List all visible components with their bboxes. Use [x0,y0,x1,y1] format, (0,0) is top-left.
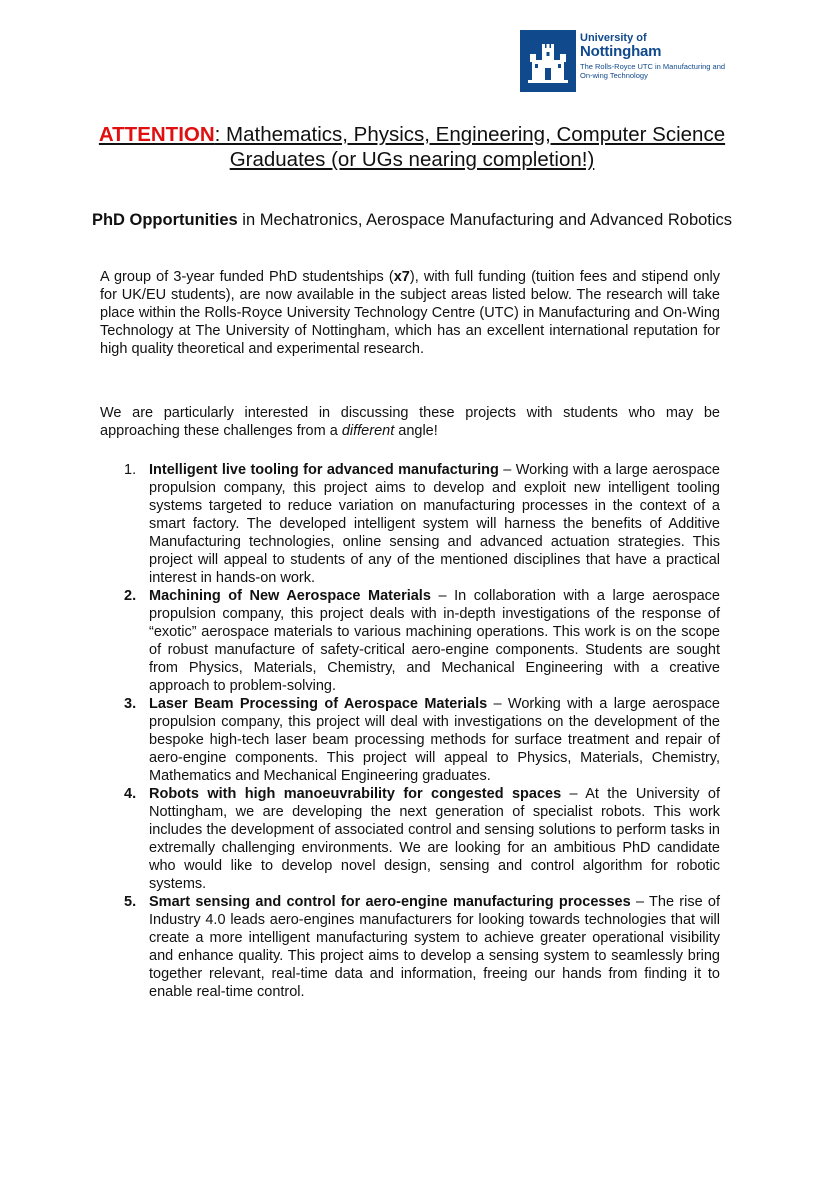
project-number: 2. [124,588,137,604]
project-description: – In collaboration with a large aerospace propulsion company, this project deals with in-depth investigations of the response of “exotic” aerospace materials to various machining operations. This work is on the scope of robust manufacture of safety-critical aero-engine components. Students are sought from Physics, Materials, Chemistry, and Mechanical Engineering with a creative approach to problem-solving. [149,588,720,694]
subheading-text: in Mechatronics, Aerospace Manufacturing and Advanced Robotics [237,211,733,229]
subheading-bold: PhD Opportunities [91,211,238,229]
attention-label: ATTENTION [98,123,215,146]
crest-icon [520,30,576,92]
intro-text-a: A group of 3-year funded PhD studentships ( [100,269,394,285]
headline-text: : Mathematics, Physics, Engineering, Computer Science Graduates (or UGs nearing completion!) [214,123,726,171]
interest-paragraph [100,404,720,440]
project-item [100,695,720,785]
project-number: 4. [124,786,137,802]
subheading [60,208,764,232]
interest-text-a: We are particularly interested in discussing these projects with students who may be approaching these challenges from a [100,405,720,439]
logo-line-3: The Rolls-Royce UTC in Manufacturing and On-wing Technology [580,62,726,80]
project-title: Laser Beam Processing of Aerospace Materials [149,696,488,712]
university-logo [520,30,726,92]
project-description: – Working with a large aerospace propulsion company, this project aims to develop and exploit new intelligent tooling systems targeted to reduce variation on manufacturing processes in the context of a smart factory. The developed intelligent system will harness the benefits of Additive Manufacturing technologies, online sensing and advanced actuation strategies. This project will appeal to students of any of the mentioned disciplines that have a practical interest in hands-on work. [149,462,720,586]
headline [60,122,764,172]
project-number: 5. [124,894,137,910]
project-number: 1. [124,462,137,478]
project-title: Intelligent live tooling for advanced manufacturing [149,462,499,478]
logo-line-1: University of [580,32,647,44]
project-title: Smart sensing and control for aero-engine manufacturing processes [149,894,631,910]
interest-text-c: angle! [394,423,438,439]
project-item [100,461,720,587]
project-item [100,785,720,893]
project-description: – Working with a large aerospace propulsion company, this project will deal with investigations on the development of the bespoke high-tech laser beam processing methods for surface treatment and repair of aero-engine components. This project will appeal to Physics, Materials, Chemistry, Mathematics and Mechanical Engineering graduates. [149,696,720,784]
interest-emphasis: different [341,423,395,439]
project-list [100,461,720,1001]
logo-line-2: Nottingham [580,43,662,60]
project-description: – At the University of Nottingham, we are developing the next generation of specialist robots. This work includes the development of associated control and sensing solutions to perform tasks in extremally challenging environments. We are looking for an ambitious PhD candidate who would like to develop novel design, sensing and control algorithm for robotic systems. [149,786,720,892]
project-title: Machining of New Aerospace Materials [149,588,431,604]
intro-paragraph [100,268,720,358]
project-item [100,893,720,1001]
intro-count: x7 [393,269,410,285]
project-item [100,587,720,695]
project-title: Robots with high manoeuvrability for congested spaces [149,786,562,802]
intro-text-c: ), with full funding (tuition fees and stipend only for UK/EU students), are now available in the subject areas listed below. The research will take place within the Rolls-Royce University Technology Centre (UTC) in Manufacturing and On-Wing Technology at The University of Nottingham, which has an excellent international reputation for high quality theoretical and experimental research. [100,269,720,357]
project-number: 3. [124,696,137,712]
logo-text [580,32,730,80]
project-description: – The rise of Industry 4.0 leads aero-engines manufacturers for looking towards technologies that will create a more intelligent manufacturing system to achieve greater operational visibility and enhance quality. This project aims to develop a sensing system to seamlessly bring together relevant, real-time data and information, freeing our hands from finding it to enable real-time control. [149,894,721,1000]
